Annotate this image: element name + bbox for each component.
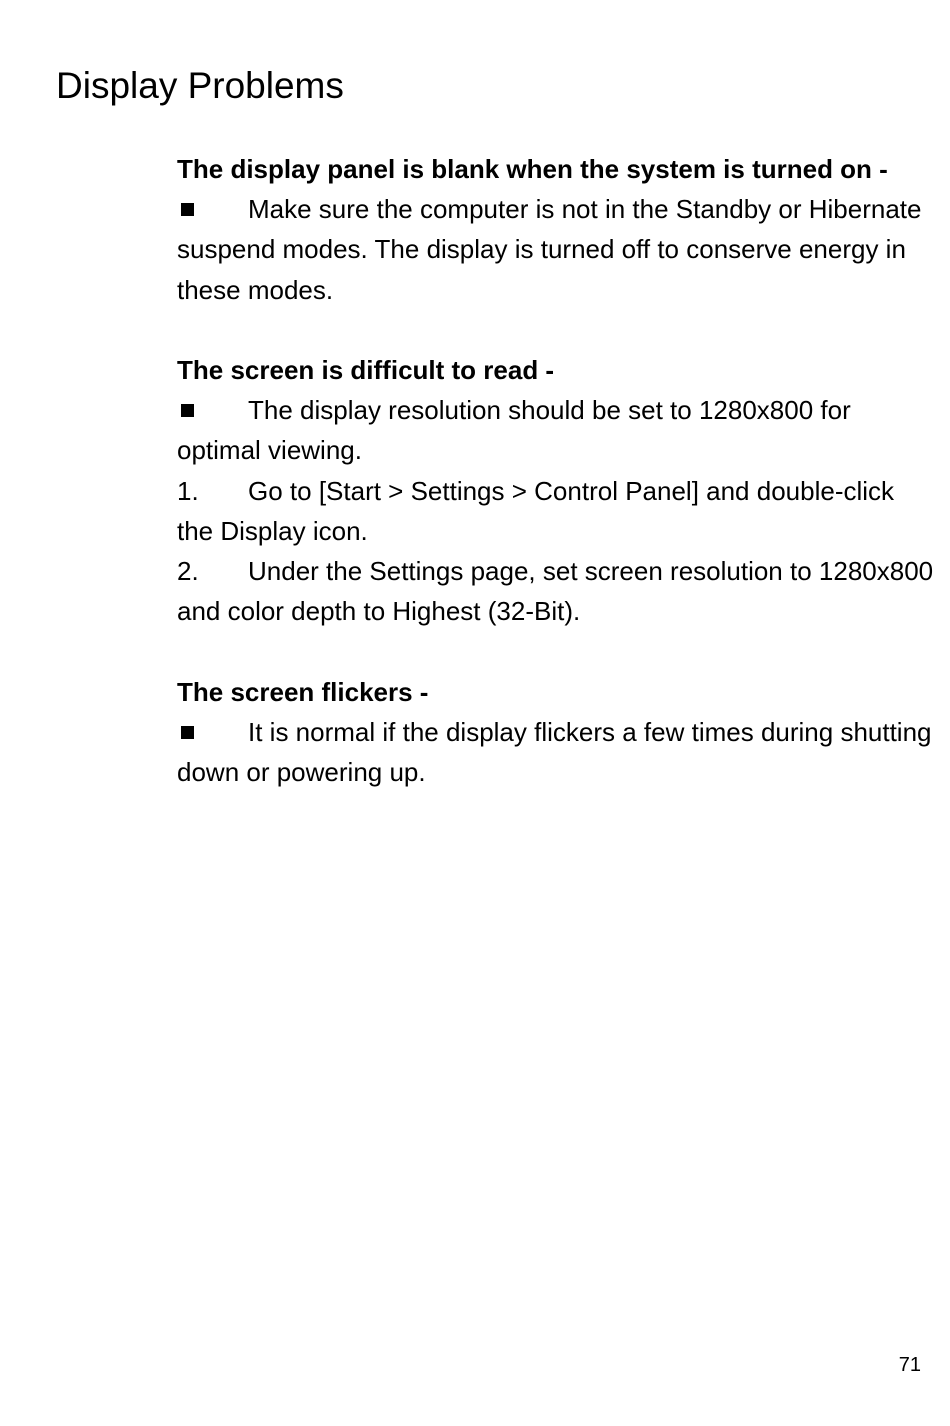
list-item bbox=[177, 471, 937, 551]
square-bullet-icon bbox=[181, 404, 194, 417]
document-body bbox=[177, 149, 937, 832]
list-item-text: Make sure the computer is not in the Standby or Hibernate suspend modes. The display is turned off to conserve energy in these modes. bbox=[177, 194, 922, 305]
list-item-text: Go to [Start > Settings > Control Panel] and double-click the Display icon. bbox=[177, 475, 895, 546]
page-number: 71 bbox=[898, 1354, 921, 1376]
list-item bbox=[177, 390, 937, 470]
section-heading: The display panel is blank when the system is turned on - bbox=[177, 154, 888, 184]
list-item bbox=[177, 551, 937, 631]
bullet-marker bbox=[177, 390, 248, 430]
list-item-text: Under the Settings page, set screen resolution to 1280x800 and color depth to Highest (32-Bit). bbox=[177, 556, 934, 627]
list-item-text: The display resolution should be set to 1280x800 for optimal viewing. bbox=[177, 395, 851, 466]
page-title: Display Problems bbox=[56, 65, 344, 106]
square-bullet-icon bbox=[181, 203, 194, 216]
section-difficult-to-read bbox=[177, 350, 937, 631]
bullet-marker bbox=[177, 189, 248, 229]
bullet-marker bbox=[177, 712, 248, 752]
list-item-text: It is normal if the display flickers a few times during shutting down or powering up. bbox=[177, 716, 932, 788]
step-number: 2. bbox=[177, 556, 199, 587]
list-item bbox=[177, 712, 937, 792]
section-screen-flickers bbox=[177, 672, 937, 793]
section-blank-display bbox=[177, 149, 937, 310]
section-heading: The screen is difficult to read - bbox=[177, 355, 555, 385]
step-number: 1. bbox=[177, 475, 199, 506]
list-item bbox=[177, 189, 937, 310]
square-bullet-icon bbox=[181, 726, 194, 739]
section-heading: The screen flickers - bbox=[177, 676, 429, 707]
